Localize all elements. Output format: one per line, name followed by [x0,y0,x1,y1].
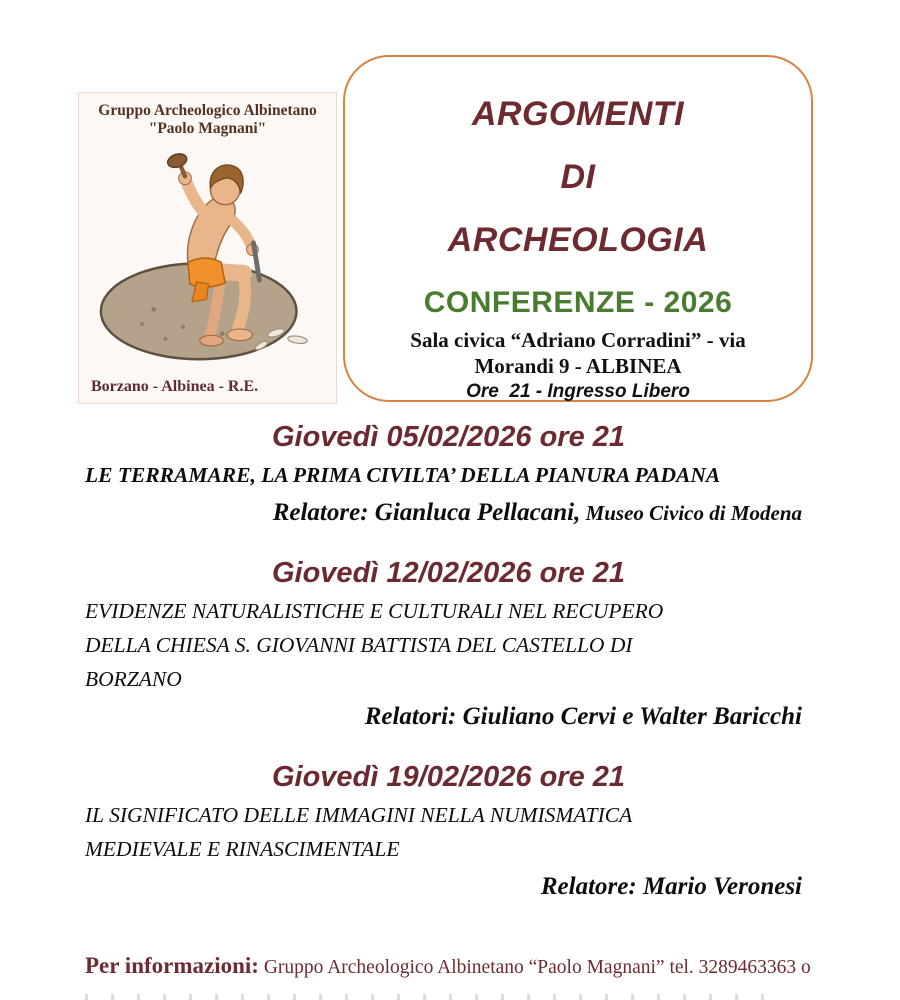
poster-title-line2: DI [560,158,596,196]
event-1 [85,420,812,530]
contact-info-text: Gruppo Archeologico Albinetano “Paolo Magnani” tel. 3289463363 o [258,957,811,978]
logo-org-line2: "Paolo Magnani" [148,120,267,137]
events-list [85,420,812,904]
event-1-title [85,458,812,492]
poster-title-line1: ARGOMENTI [471,95,685,133]
top-row [0,0,900,420]
event-3 [85,760,812,904]
event-3-title [85,798,812,866]
event-2-title-line2: DELLA CHIESA S. GIOVANNI BATTISTA DEL CASTELLO DI [85,633,633,657]
event-2 [85,556,812,734]
event-3-speaker [85,870,812,904]
logo-org-line1: Gruppo Archeologico Albinetano [98,102,317,119]
event-1-speaker-main: Relatore: Gianluca Pellacani, [272,499,581,526]
event-3-speaker-main: Relatore: Mario Veronesi [540,873,802,900]
event-2-speaker-main: Relatori: Giuliano Cervi e Walter Baricchi [364,703,802,730]
event-1-speaker-detail: Museo Civico di Modena [580,501,802,525]
event-1-speaker [85,496,812,530]
poster-title-line3: ARCHEOLOGIA [447,221,709,259]
event-1-date: Giovedì 05/02/2026 ore 21 [271,421,626,453]
venue-address [345,327,811,379]
logo-org-name [98,102,316,138]
venue-line2: Morandi 9 - ALBINEA [474,354,682,378]
contact-info [85,952,830,983]
contact-info-label: Per informazioni: [85,953,259,978]
event-2-title [85,594,812,696]
logo-caption: Borzano - Albinea - R.E. [91,378,259,395]
poster-title [345,83,811,272]
event-2-title-line1: EVIDENZE NATURALISTICHE E CULTURALI NEL RECUPERO [85,599,664,623]
event-3-title-line1: IL SIGNIFICATO DELLE IMMAGINI NELLA NUMISMATICA [85,803,633,827]
event-1-title-line1: LE TERRAMARE, LA PRIMA CIVILTA’ DELLA PIANURA PADANA [85,463,721,487]
event-3-title-line2: MEDIEVALE E RINASCIMENTALE [85,837,400,861]
time-and-admission: Ore 21 - Ingresso Libero [466,381,690,402]
conference-year-subtitle: CONFERENZE - 2026 [423,286,733,319]
cutoff-line-sliver [85,994,785,1000]
stone-knapper-icon [95,152,320,364]
event-2-date: Giovedì 12/02/2026 ore 21 [271,557,626,589]
stone-knapper-illustration [79,138,336,378]
event-3-date: Giovedì 19/02/2026 ore 21 [271,761,626,793]
event-2-speaker [85,700,812,734]
header-box [343,55,813,402]
event-2-title-line3: BORZANO [85,667,182,691]
venue-line1: Sala civica “Adriano Corradini” - via [410,328,746,352]
association-logo [78,92,337,404]
